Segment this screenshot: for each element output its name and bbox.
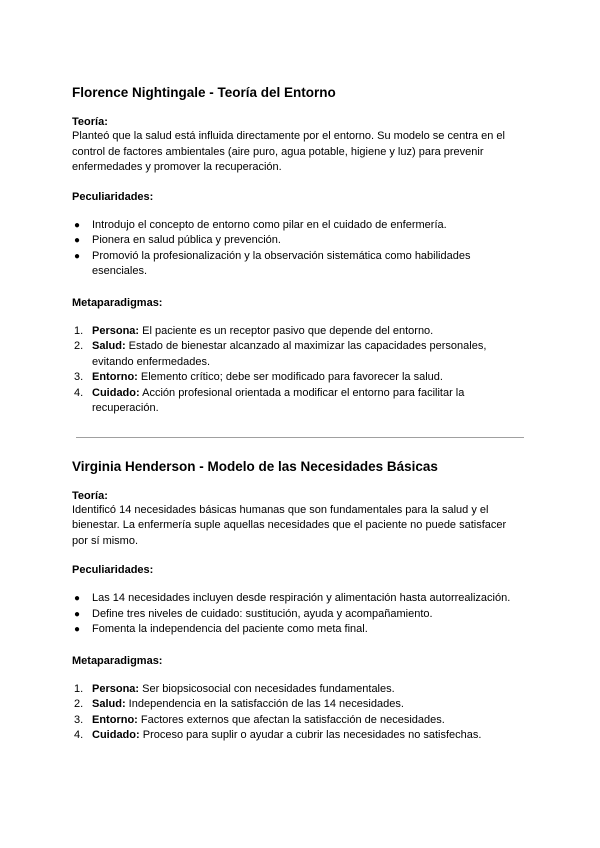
metaparadigms-list (72, 324, 528, 417)
list-item: ● Introdujo el concepto de entorno como pilar en el cuidado de enfermería. (72, 218, 528, 234)
section-title: Virginia Henderson - Modelo de las Necesidades Básicas (72, 458, 438, 474)
list-item: ● Pionera en salud pública y prevención. (72, 233, 528, 249)
theory-line: por sí mismo. (72, 534, 139, 547)
bullet-icon: ● (74, 593, 81, 604)
list-item: ● Las 14 necesidades incluyen desde respiración y alimentación hasta autorrealización. (72, 591, 528, 607)
list-item: 1. Persona: El paciente es un receptor pasivo que depende del entorno. (74, 324, 434, 337)
peculiarities-label: Peculiaridades: (72, 190, 154, 203)
metaparadigms-list (72, 682, 528, 744)
theory-text (72, 503, 528, 550)
section-title: Florence Nightingale - Teoría del Entorno (72, 85, 336, 100)
bullet-icon: ● (74, 250, 81, 262)
list-item: 3. Entorno: Elemento crítico; debe ser modificado para favorecer la salud. (74, 371, 443, 383)
theory-line: Identificó 14 necesidades básicas humanas que son fundamentales para la salud y el (72, 503, 489, 516)
theory-line: control de factores ambientales (aire puro, agua potable, higiene y luz) para prevenir (72, 145, 484, 158)
document-page (72, 84, 528, 744)
list-item: ● Define tres niveles de cuidado: sustitución, ayuda y acompañamiento. (72, 607, 528, 623)
theory-label: Teoría: (72, 489, 108, 502)
list-item: 2. Salud: Estado de bienestar alcanzado al maximizar las capacidades personales, evitando enfermedades. (74, 340, 487, 368)
bullet-icon: ● (74, 624, 81, 635)
theory-text (72, 129, 528, 176)
bullet-icon: ● (74, 219, 81, 231)
list-item: ● Promovió la profesionalización y la observación sistemática como habilidades esenciales. (74, 249, 471, 277)
list-item: 4. Cuidado: Proceso para suplir o ayudar a cubrir las necesidades no satisfechas. (74, 729, 482, 741)
theory-line: bienestar. La enfermería suple aquellas necesidades que el paciente no puede satisfacer (72, 519, 507, 531)
theory-line: enfermedades y promover la recuperación. (72, 161, 282, 173)
peculiarities-list (72, 591, 528, 638)
list-item: 3. Entorno: Factores externos que afectan la satisfacción de necesidades. (74, 713, 445, 726)
theory-label: Teoría: (72, 116, 108, 128)
section-divider (76, 437, 524, 438)
bullet-icon: ● (74, 235, 81, 246)
section-nightingale (72, 84, 528, 417)
bullet-icon: ● (74, 608, 81, 620)
list-item: 2. Salud: Independencia en la satisfacción de las 14 necesidades. (74, 698, 404, 710)
list-item: 1. Persona: Ser biopsicosocial con necesidades fundamentales. (74, 682, 395, 695)
peculiarities-list (72, 218, 528, 280)
peculiarities-label: Peculiaridades: (72, 564, 154, 576)
theory-line: Planteó que la salud está influida directamente por el entorno. Su modelo se centra en el (72, 130, 505, 142)
section-henderson (72, 458, 528, 744)
metaparadigms-label: Metaparadigmas: (72, 654, 163, 667)
metaparadigms-label: Metaparadigmas: (72, 296, 163, 309)
list-item: 4. Cuidado: Acción profesional orientada a modificar el entorno para facilitar la recuperación. (74, 386, 465, 414)
list-item: ● Fomenta la independencia del paciente como meta final. (72, 622, 528, 638)
